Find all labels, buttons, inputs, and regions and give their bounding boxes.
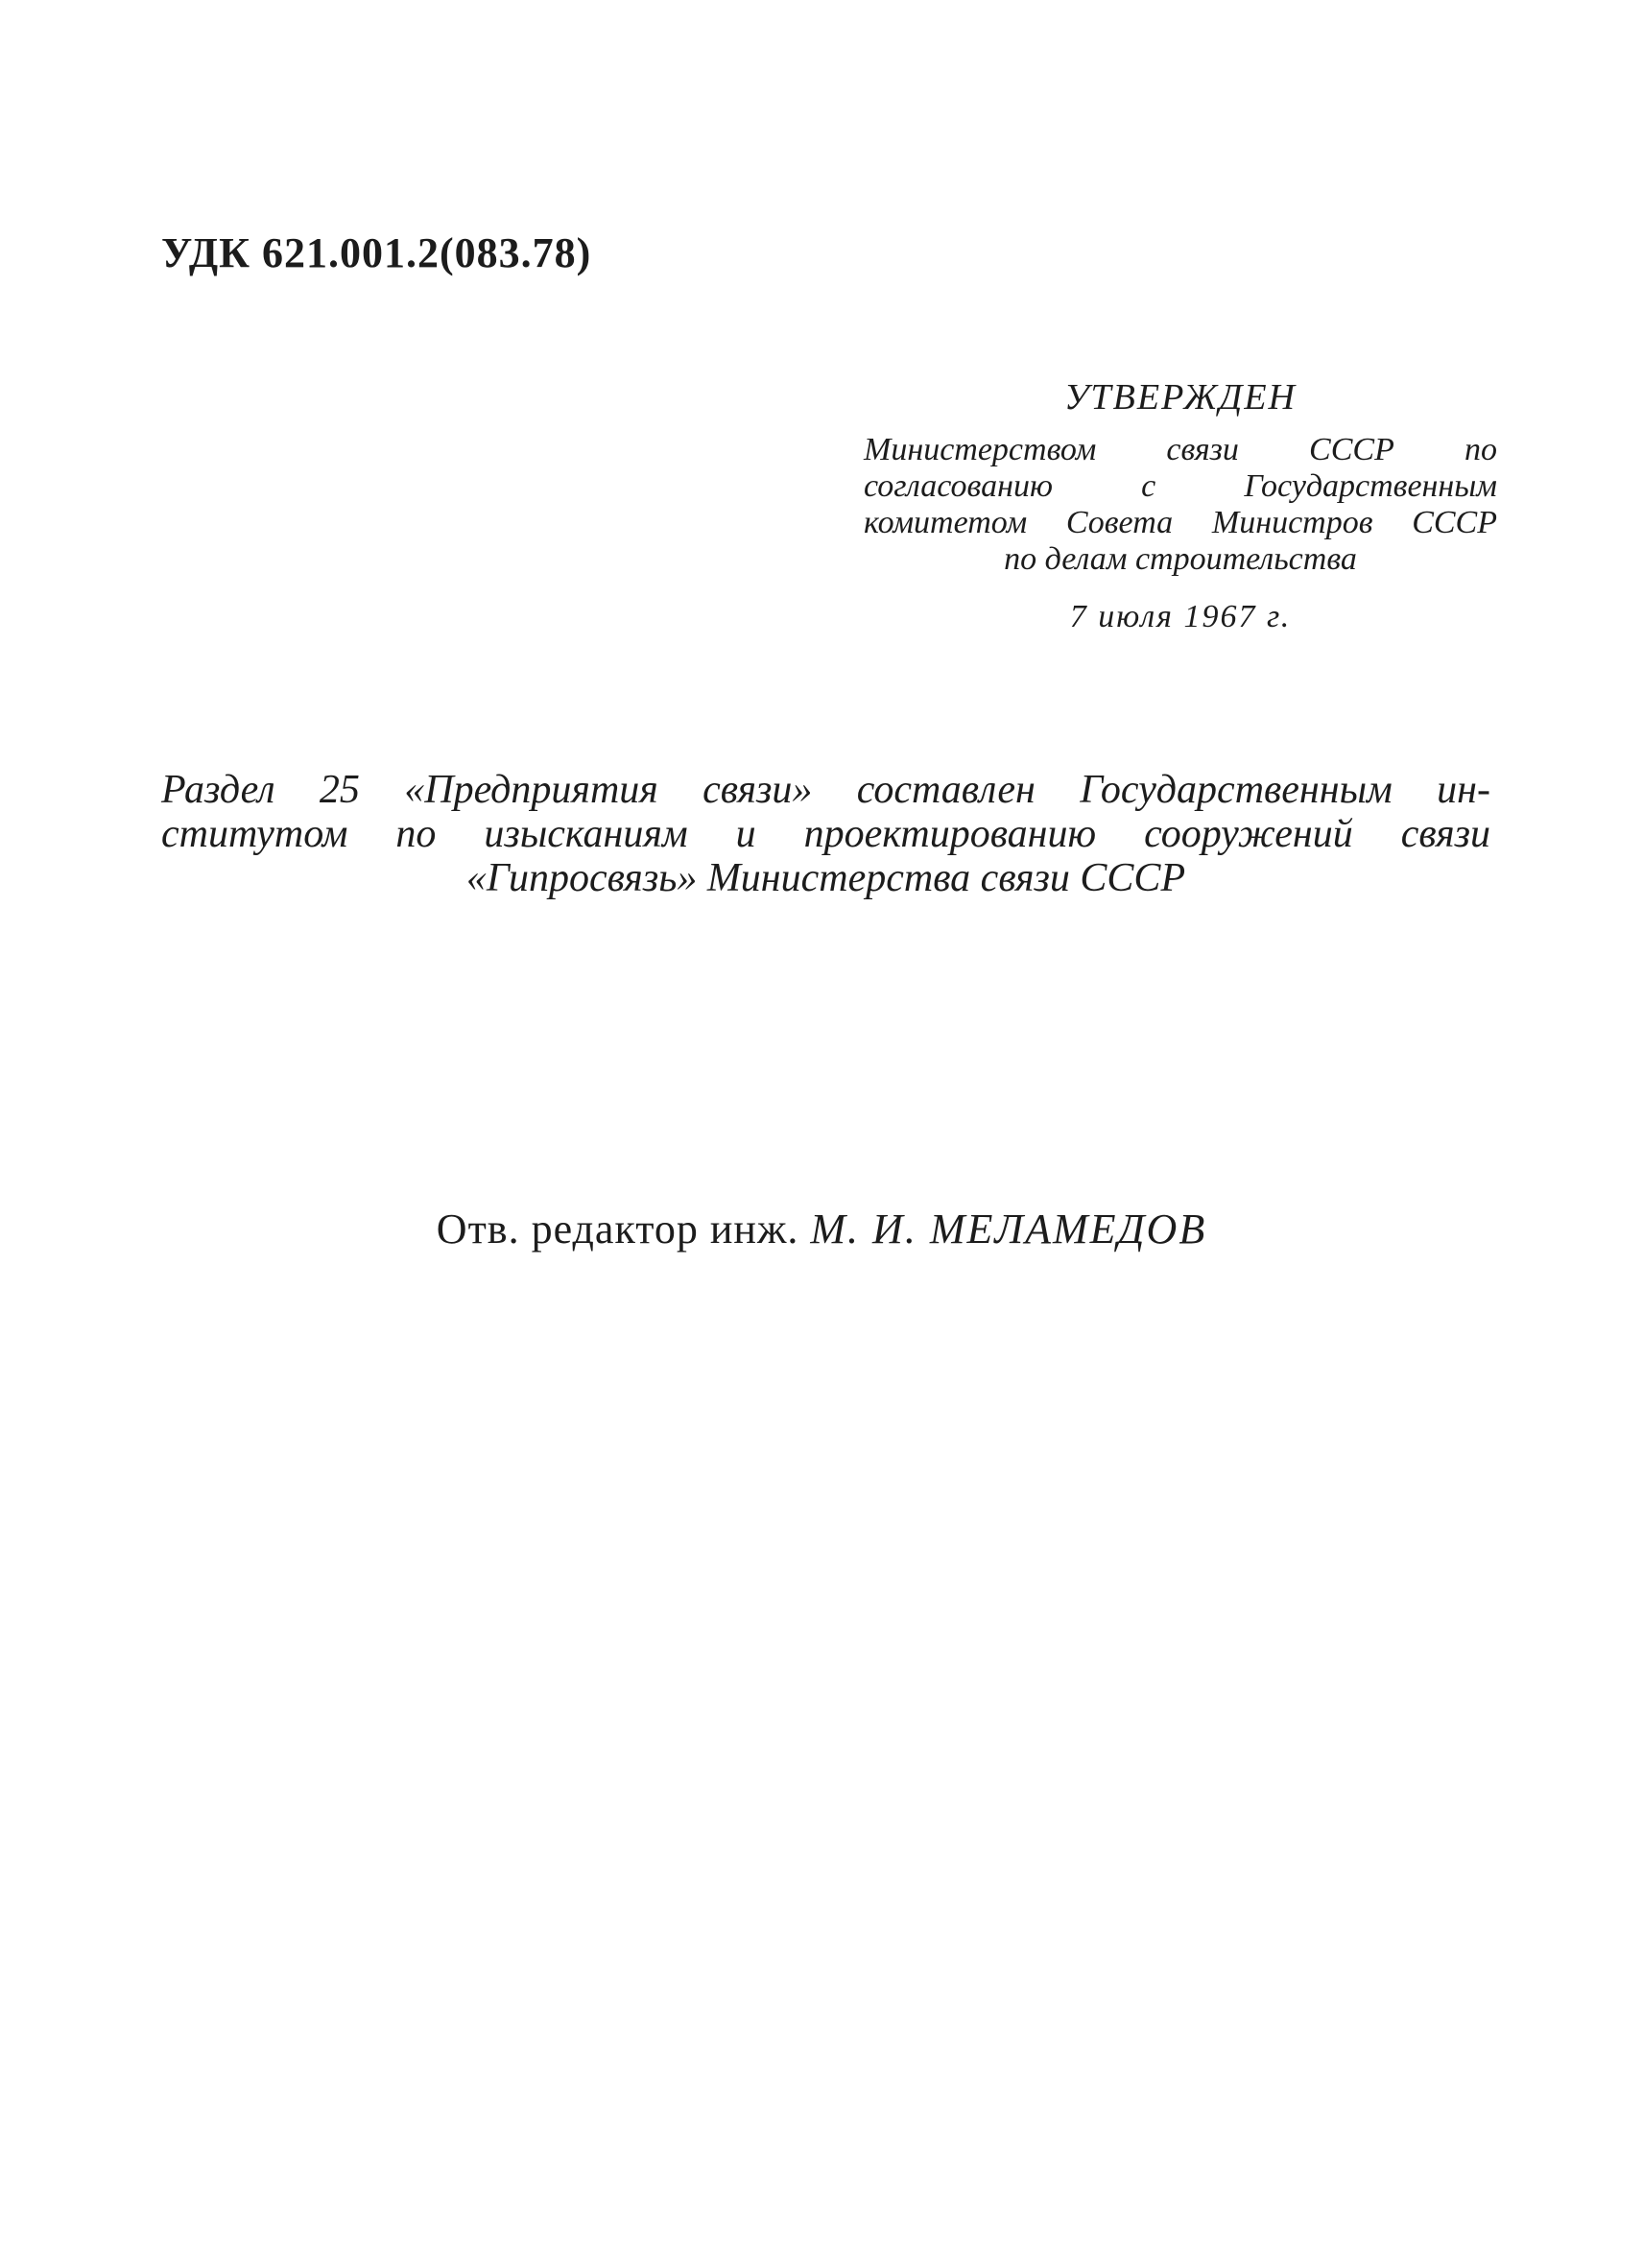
approval-date: 7 июля 1967 г. [1069,599,1292,634]
approval-line: согласованию с Государственным [864,468,1497,504]
editor-line [0,1205,1643,1253]
editor-name: М. И. МЕЛАМЕДОВ [810,1206,1207,1253]
approval-line: Министерством связи СССР по [864,432,1497,467]
approval-line: по делам строительства [1004,541,1357,577]
credit-line: «Гипросвязь» Министерства связи СССР [465,856,1186,900]
compiler-credit [161,768,1490,900]
approval-line: комитетом Совета Министров СССР [864,505,1497,540]
credit-line: Раздел 25 «Предприятия связи» составлен Государственным ин- [161,768,1490,812]
approval-title: УТВЕРЖДЕН [1063,377,1297,418]
editor-label: Отв. редактор инж. [436,1206,799,1253]
credit-line: ститутом по изысканиям и проектированию сооружений связи [161,812,1490,856]
approval-block [864,376,1497,635]
udc-code: УДК 621.001.2(083.78) [161,229,592,276]
